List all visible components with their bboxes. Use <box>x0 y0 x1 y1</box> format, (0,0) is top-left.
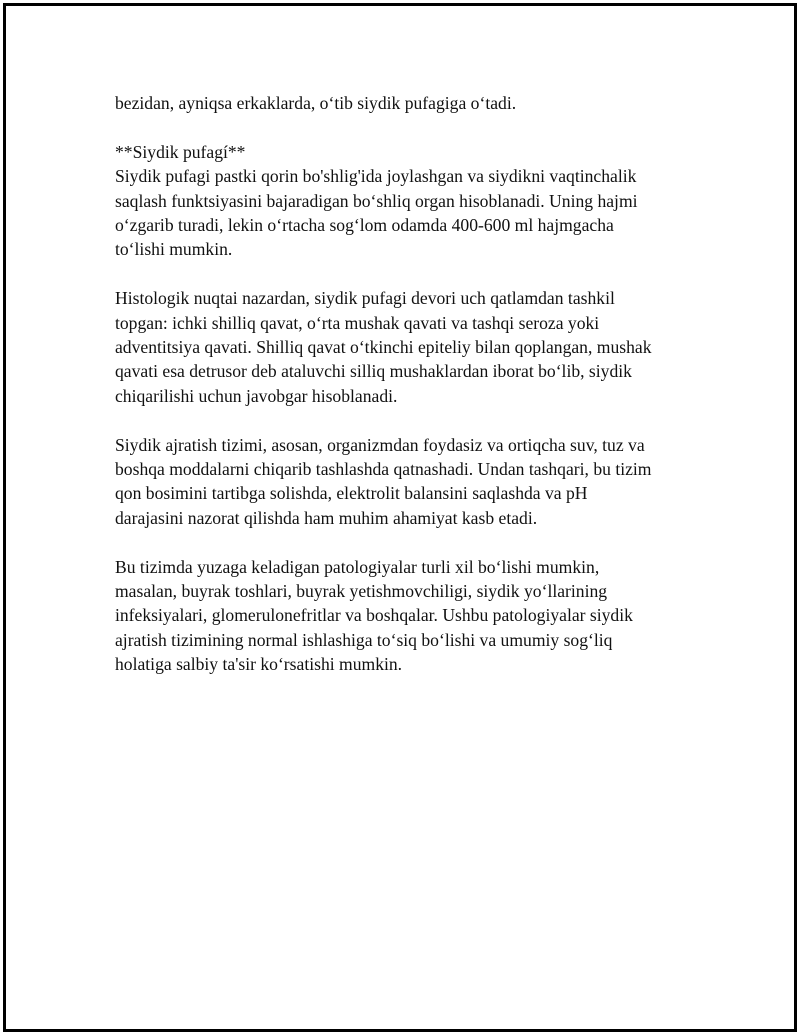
text-line: infeksiyalari, glomerulonefritlar va boshqalar. Ushbu patologiyalar siydik <box>115 605 633 626</box>
text-line: bezidan, ayniqsa erkaklarda, o‘tib siydik pufagiga o‘tadi. <box>115 93 517 113</box>
text-line: masalan, buyrak toshlari, buyrak yetishmovchiligi, siydik yo‘llarining <box>115 581 608 602</box>
text-line: holatiga salbiy ta'sir ko‘rsatishi mumkin. <box>115 654 403 675</box>
text-line: to‘lishi mumkin. <box>115 239 233 260</box>
text-line: saqlash funktsiyasini bajaradigan bo‘shliq organ hisoblanadi. Uning hajmi <box>115 190 638 211</box>
text-line: Siydik pufagi pastki qorin bo'shlig'ida joylashgan va siydikni vaqtinchalik <box>115 166 637 187</box>
paragraph-pathology <box>115 555 695 677</box>
document-body <box>115 91 695 701</box>
text-line: darajasini nazorat qilishda ham muhim ahamiyat kasb etadi. <box>115 507 538 528</box>
paragraph-continuation <box>115 91 695 115</box>
text-line: boshqa moddalarni chiqarib tashlashda qatnashadi. Undan tashqari, bu tizim <box>115 459 652 480</box>
text-line: Histologik nuqtai nazardan, siydik pufagi devori uch qatlamdan tashkil <box>115 288 615 309</box>
text-line: adventitsiya qavati. Shilliq qavat o‘tkinchi epiteliy bilan qoplangan, mushak <box>115 337 652 358</box>
text-line: topgan: ichki shilliq qavat, o‘rta mushak qavati va tashqi seroza yoki <box>115 312 600 333</box>
paragraph-function <box>115 433 695 531</box>
text-line: qavati esa detrusor deb ataluvchi silliq mushaklardan iborat bo‘lib, siydik <box>115 361 632 382</box>
text-line: o‘zgarib turadi, lekin o‘rtacha sog‘lom odamda 400-600 ml hajmgacha <box>115 215 614 236</box>
text-line: ajratish tizimining normal ishlashiga to‘siq bo‘lishi va umumiy sog‘liq <box>115 629 613 650</box>
text-line: qon bosimini tartibga solishda, elektrolit balansini saqlashda va pH <box>115 483 588 504</box>
text-line: Bu tizimda yuzaga keladigan patologiyalar turli xil bo‘lishi mumkin, <box>115 556 600 577</box>
text-line: Siydik ajratish tizimi, asosan, organizmdan foydasiz va ortiqcha suv, tuz va <box>115 434 645 455</box>
paragraph-histology <box>115 286 695 408</box>
paragraph-bladder-intro <box>115 140 695 262</box>
text-line: chiqarilishi uchun javobgar hisoblanadi. <box>115 385 398 406</box>
section-heading: **Siydik pufagí** <box>115 141 246 162</box>
